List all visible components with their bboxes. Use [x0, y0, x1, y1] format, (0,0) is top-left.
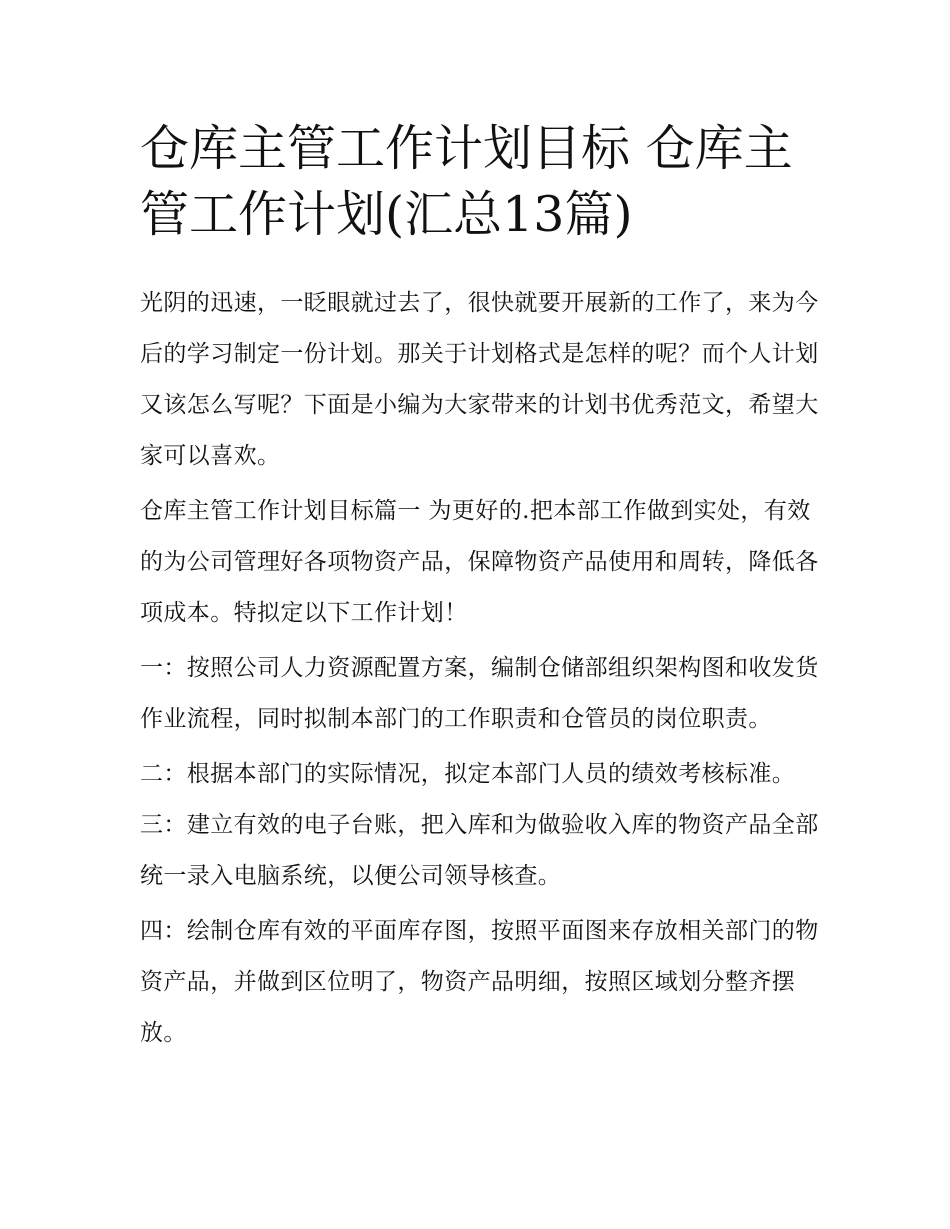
document-body	[140, 278, 820, 1063]
section-one-paragraph: 仓库主管工作计划目标篇一 为更好的.把本部工作做到实处，有效的为公司管理好各项物资产品，保障物资产品使用和周转，降低各项成本。特拟定以下工作计划！	[140, 498, 819, 626]
intro-paragraph: 光阴的迅速，一眨眼就过去了，很快就要开展新的工作了，来为今后的学习制定一份计划。那关于计划格式是怎样的呢？而个人计划又该怎么写呢？下面是小编为大家带来的计划书优秀范文，希望大家可以喜欢。	[140, 290, 819, 469]
item-one-paragraph: 一：按照公司人力资源配置方案，编制仓储部组织架构图和收发货作业流程，同时拟制本部门的工作职责和仓管员的岗位职责。	[140, 655, 819, 732]
item-two-three-paragraph: 二：根据本部门的实际情况，拟定本部门人员的绩效考核标准。 三：建立有效的电子台账，把入库和为做验收入库的物资产品全部统一录入电脑系统，以便公司领导核查。	[140, 761, 819, 889]
item-four-paragraph: 四：绘制仓库有效的平面库存图，按照平面图来存放相关部门的物资产品，并做到区位明了，物资产品明细，按照区域划分整齐摆放。	[140, 918, 819, 1046]
document-title: 仓库主管工作计划目标 仓库主管工作计划(汇总13篇)	[140, 120, 793, 243]
